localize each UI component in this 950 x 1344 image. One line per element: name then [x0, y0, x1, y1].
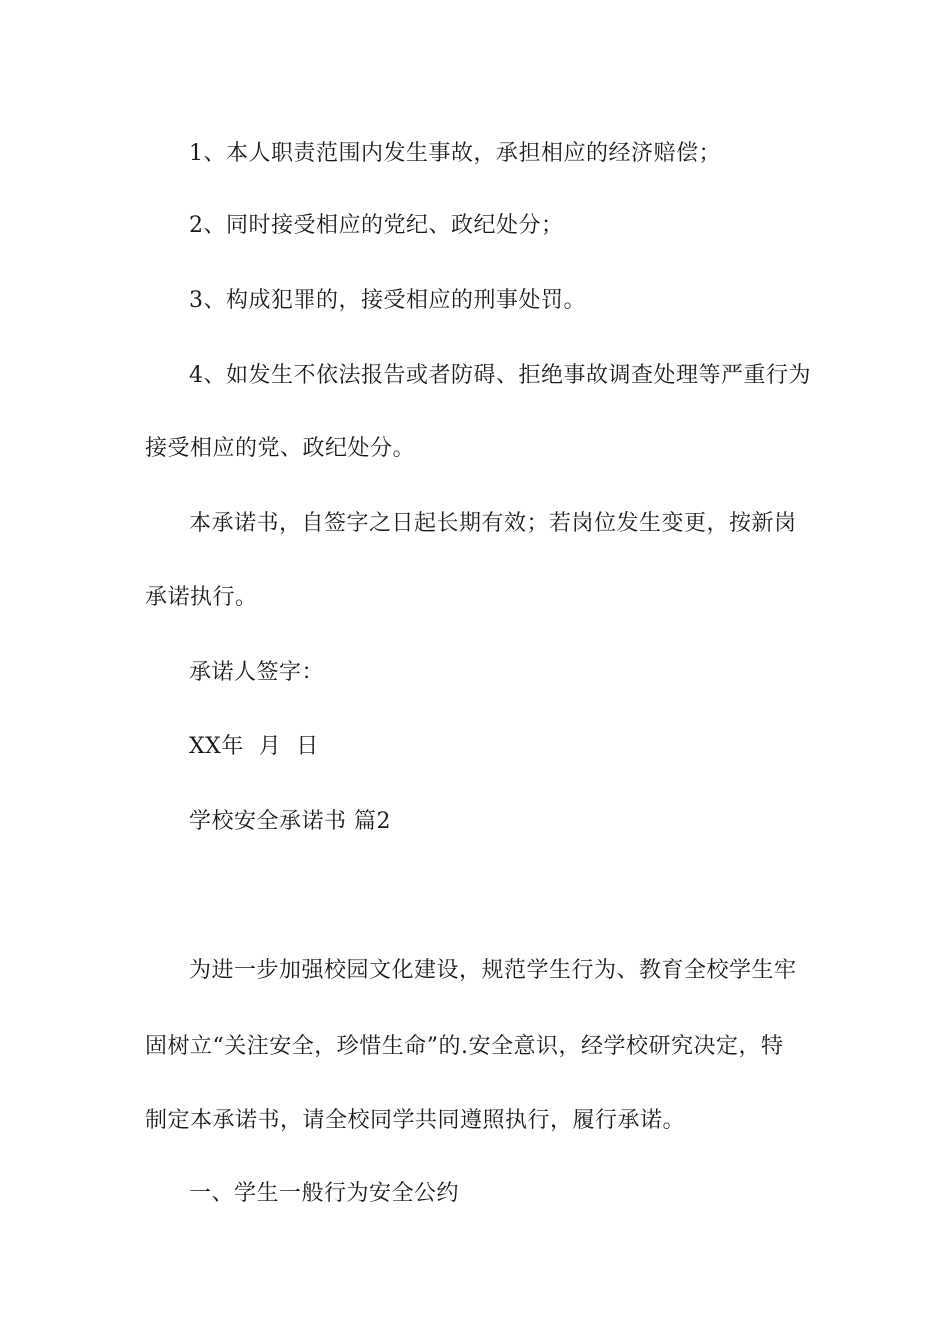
signature-label: 承诺人签字： [189, 660, 325, 685]
clause-4: 4、如发生不依法报告或者防碍、拒绝事故调查处理等严重行为 [189, 363, 811, 388]
date-line: XX年 月 日 [189, 734, 319, 759]
clause-2: 2、同时接受相应的党纪、政纪处分； [189, 213, 564, 238]
intro-paragraph-line-1: 为进一步加强校园文化建设，规范学生行为、教育全校学生牢 [189, 958, 797, 983]
section-heading: 学校安全承诺书 篇2 [189, 809, 391, 834]
clause-1: 1、本人职责范围内发生事故，承担相应的经济赔偿； [189, 141, 721, 166]
intro-paragraph-line-3: 制定本承诺书，请全校同学共同遵照执行，履行承诺。 [145, 1108, 686, 1133]
clause-3: 3、构成犯罪的，接受相应的刑事处罚。 [189, 288, 586, 313]
validity-paragraph: 本承诺书，自签字之日起长期有效；若岗位发生变更，按新岗 [189, 511, 797, 536]
intro-paragraph-line-2: 固树立“关注安全，珍惜生命”的.安全意识，经学校研究决定，特 [145, 1034, 784, 1059]
clause-4-continued: 接受相应的党、政纪处分。 [145, 436, 416, 461]
validity-paragraph-continued: 承诺执行。 [145, 585, 258, 610]
subsection-heading: 一、学生一般行为安全公约 [189, 1181, 460, 1206]
